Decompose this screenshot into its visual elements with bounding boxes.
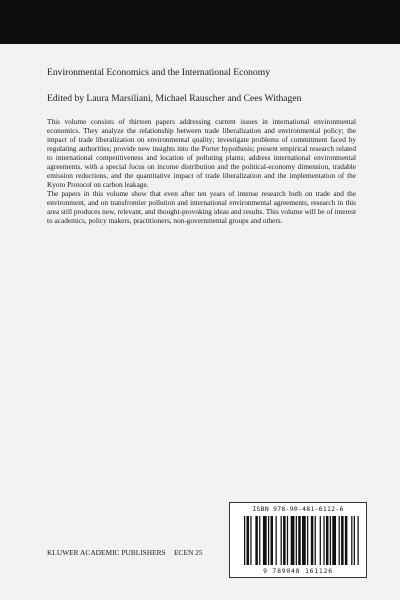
description-paragraph-1: This volume consists of thirteen papers addressing current issues in international environmental economics. They analyze the relationship between trade liberalization and environmental policy; the impact of trade liberalization on environmental quality; investigate problems of commitment faced by regulating authorities; provide new insights into the Porter hypothesis; present empirical research related to international competitiveness and location of polluting plants; address international environmental agreements, with a special focus on income distribution and the political-economy dimension, tradable emission reductions, and the quantitative impact of trade liberalization and the implementation of the Kyoto Protocol on carbon leakage. — [47, 117, 356, 189]
editors-line: Edited by Laura Marsiliani, Michael Rauscher and Cees Withagen — [47, 93, 302, 104]
top-black-band — [0, 0, 400, 44]
series-code: ECEN 25 — [174, 548, 203, 557]
barcode-icon — [244, 516, 360, 565]
book-title: Environmental Economics and the International Economy — [47, 67, 270, 78]
publisher-name: KLUWER ACADEMIC PUBLISHERS — [47, 548, 166, 557]
description — [47, 117, 356, 225]
isbn-barcode-box — [229, 502, 367, 578]
isbn-label: ISBN 978-90-481-6112-6 — [252, 505, 344, 513]
description-paragraph-2: The papers in this volume show that even after ten years of intense research both on trade and the environment, and on transfrontier pollution and international environmental agreements, research in this area still produces new, relevant, and thought-provoking ideas and results. This volume will be of interest to academics, policy makers, practitioners, non-governmental groups and others. — [47, 189, 356, 225]
barcode-digits: 9 789048 161126 — [263, 567, 333, 575]
